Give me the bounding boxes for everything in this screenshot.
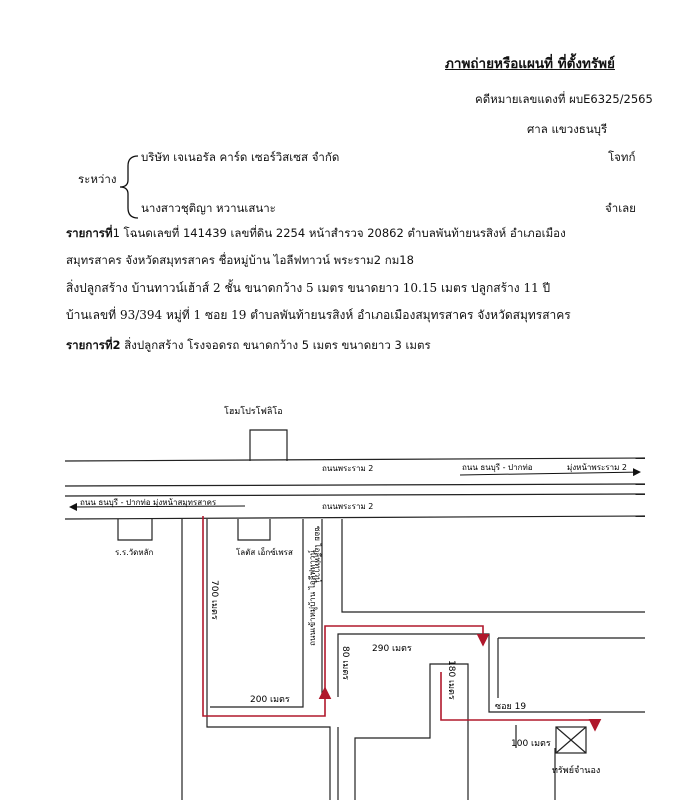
map-label-left-shop: ร.ร.วัดหลัก (115, 548, 154, 557)
map-label-house: ทรัพย์จำนอง (552, 766, 601, 776)
map-label-vertical-road: ถนนเข้าหมู่บ้าน ไอลีฟทาวน์ (308, 550, 317, 646)
location-map (0, 380, 679, 800)
item2-line (66, 338, 431, 352)
item2-label: รายการที่2 (66, 338, 121, 352)
case-number: คดีหมายเลขแดงที่ ผบE6325/2565 (475, 92, 653, 106)
dist-180: 180 เมตร (446, 660, 456, 700)
party-brace (118, 154, 140, 220)
road-lines (65, 430, 645, 800)
dist-200: 200 เมตร (250, 695, 290, 705)
map-label-mid-shop: โลตัส เอ็กซ์เพรส (236, 548, 293, 557)
map-label-lower-direction: ถนน ธนบุรี - ปากท่อ มุ่งหน้าสมุทรสาคร (80, 498, 217, 507)
item1-line3: สิ่งปลูกสร้าง บ้านทาวน์เฮ้าส์ 2 ชั้น ขนาดกว้าง 5 เมตร ขนาดยาว 10.15 เมตร ปลูกสร้าง 11 ปี (66, 281, 551, 295)
dist-100: 100 เมตร (511, 739, 551, 749)
item1-line2: สมุทรสาคร จังหวัดสมุทรสาคร ชื่อหมู่บ้าน ไอลีฟทาวน์ พระราม2 กม18 (66, 253, 414, 267)
upper-direction-arrow (460, 472, 640, 475)
item2-text: สิ่งปลูกสร้าง โรงจอดรถ ขนาดกว้าง 5 เมตร ขนาดยาว 3 เมตร (120, 338, 431, 352)
court-name: ศาล แขวงธนบุรี (527, 122, 608, 136)
plaintiff-role: โจทก์ (608, 150, 636, 164)
dist-700: 700 เมตร (209, 580, 219, 620)
defendant-role: จำเลย (605, 201, 636, 215)
map-label-lower-lane: ถนนพระราม 2 (322, 502, 374, 511)
item1-label: รายการที่ (66, 226, 113, 240)
item1-line1 (66, 226, 566, 240)
dist-290: 290 เมตร (372, 644, 412, 654)
map-label-top-building: โฮมโปรโฟลิโอ (224, 407, 283, 417)
map-label-upper-arrow: มุ่งหน้าพระราม 2 (567, 463, 627, 472)
map-label-soi19: ซอย 19 (495, 702, 527, 712)
dist-80: 80 เมตร (340, 646, 350, 681)
map-label-soi: ซอย ไอลีฟทาวน์ (313, 526, 322, 583)
item1-line4: บ้านเลขที่ 93/394 หมู่ที่ 1 ซอย 19 ตำบลพันท้ายนรสิงห์ อำเภอเมืองสมุทรสาคร จังหวัดสมุทรสาคร (66, 308, 571, 322)
item1-text: 1 โฉนดเลขที่ 141439 เลขที่ดิน 2254 หน้าสำรวจ 20862 ตำบลพันท้ายนรสิงห์ อำเภอเมือง (112, 226, 566, 240)
defendant-name: นางสาวชุติญา หวานเสนาะ (141, 201, 276, 215)
plaintiff-name: บริษัท เจเนอรัล คาร์ด เซอร์วิสเซส จำกัด (141, 150, 340, 164)
map-label-upper-direction: ถนน ธนบุรี - ปากท่อ (462, 463, 533, 472)
page-title: ภาพถ่ายหรือแผนที่ ที่ตั้งทรัพย์ (445, 56, 615, 72)
between-label: ระหว่าง (78, 172, 117, 186)
map-label-upper-lane: ถนนพระราม 2 (322, 464, 374, 473)
